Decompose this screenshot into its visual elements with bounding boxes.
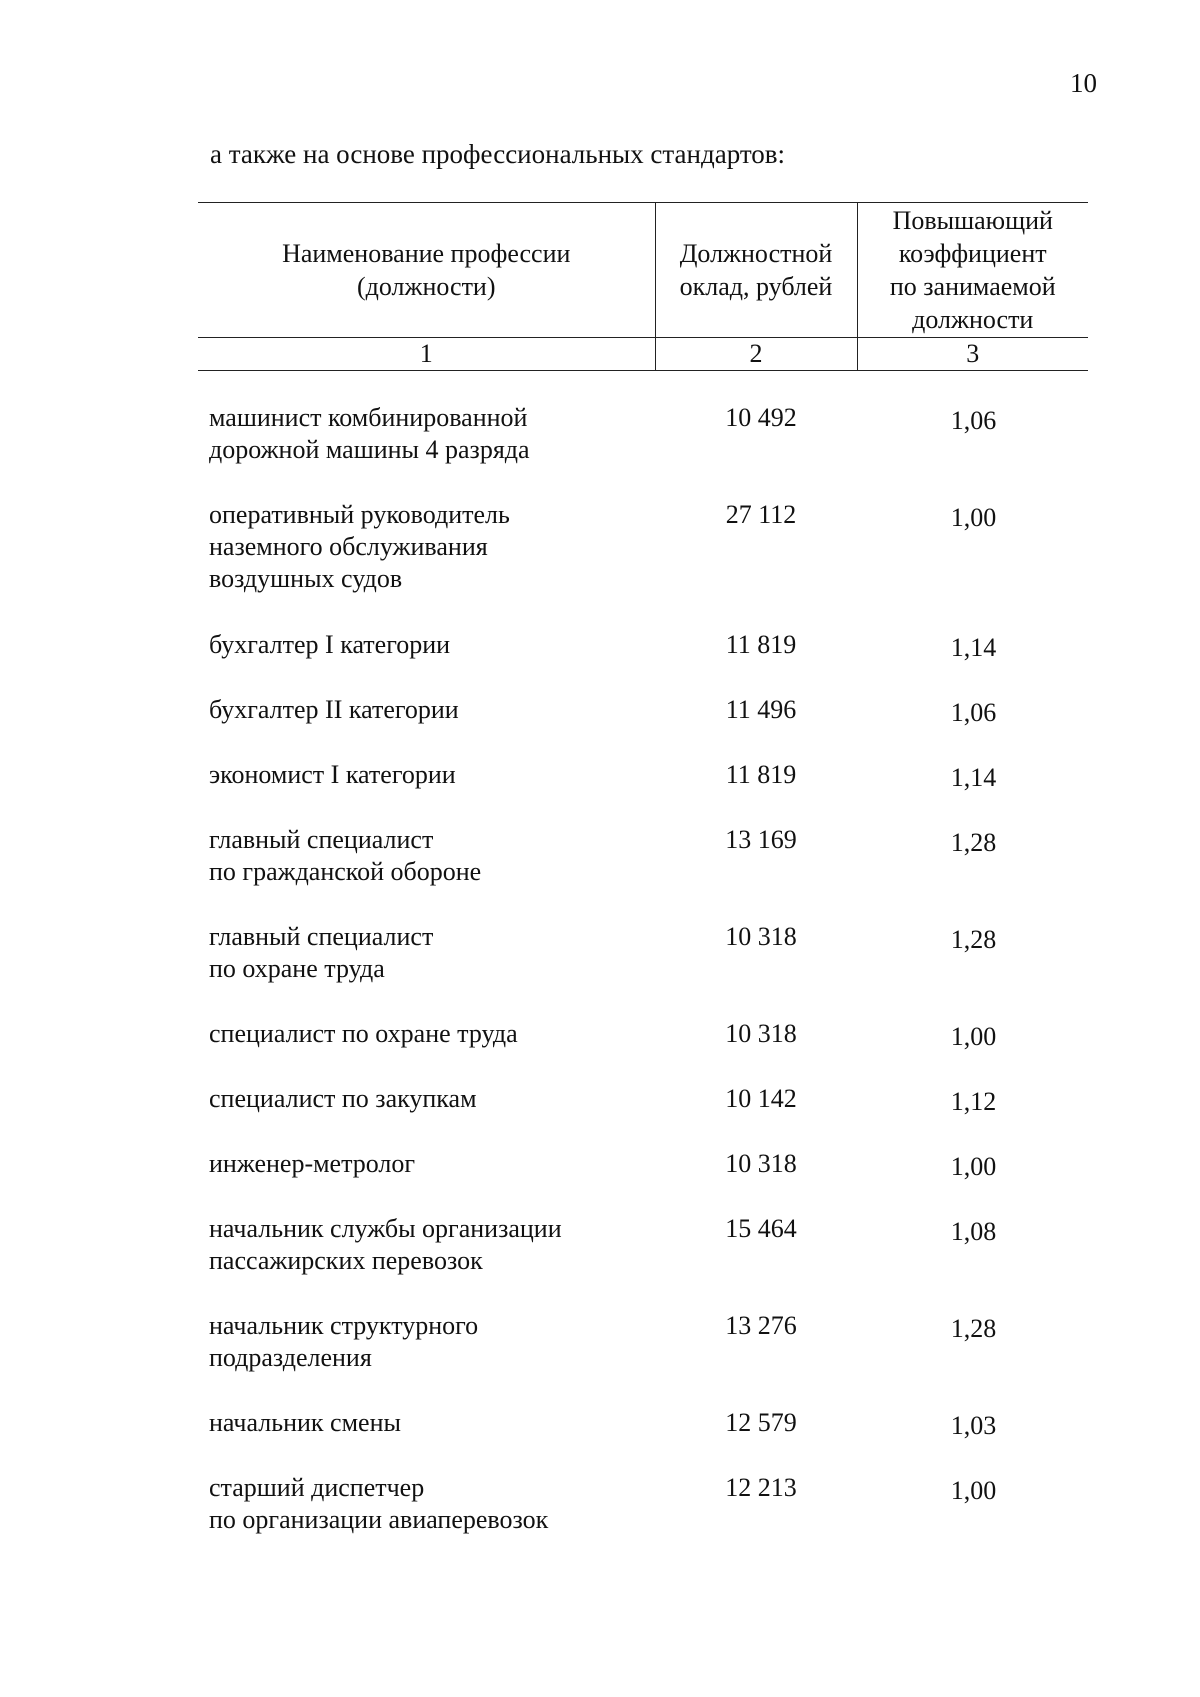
profession-name bbox=[198, 824, 661, 888]
coefficient-value: 1,00 bbox=[950, 1476, 997, 1505]
profession-line: по охране труда bbox=[209, 954, 385, 983]
profession-name bbox=[198, 629, 661, 661]
table-row bbox=[198, 759, 1088, 824]
header-line: Повышающий bbox=[892, 206, 1053, 235]
column-number: 2 bbox=[655, 338, 857, 371]
table-row bbox=[198, 1018, 1088, 1083]
profession-name bbox=[198, 1018, 661, 1050]
profession-line: подразделения bbox=[209, 1343, 372, 1372]
salary-value: 10 142 bbox=[725, 1084, 797, 1113]
header-line: Наименование профессии bbox=[282, 239, 571, 268]
salary-value: 10 318 bbox=[725, 1149, 797, 1178]
coefficient-value: 1,00 bbox=[950, 1152, 997, 1181]
header-line: (должности) bbox=[356, 272, 496, 301]
table-row bbox=[198, 402, 1088, 499]
coefficient-value: 1,28 bbox=[950, 1314, 997, 1343]
profession-line: пассажирских перевозок bbox=[209, 1246, 483, 1275]
header-line: Должностной bbox=[679, 239, 833, 268]
table-row bbox=[198, 1148, 1088, 1213]
salary-table-header bbox=[198, 202, 1088, 371]
profession-line: начальник службы организации bbox=[209, 1214, 562, 1243]
profession-name bbox=[198, 1472, 661, 1536]
profession-line: главный специалист bbox=[209, 922, 434, 951]
header-salary bbox=[655, 203, 857, 338]
salary-value: 13 169 bbox=[725, 825, 797, 854]
profession-line: экономист I категории bbox=[209, 760, 456, 789]
profession-name bbox=[198, 402, 661, 466]
profession-line: машинист комбинированной bbox=[209, 403, 528, 432]
header-coefficient bbox=[857, 203, 1088, 338]
table-row bbox=[198, 629, 1088, 694]
table-row bbox=[198, 921, 1088, 1018]
profession-line: главный специалист bbox=[209, 825, 434, 854]
salary-value: 11 496 bbox=[725, 695, 797, 724]
profession-line: по гражданской обороне bbox=[209, 857, 482, 886]
salary-value: 27 112 bbox=[725, 500, 797, 529]
column-number: 1 bbox=[198, 338, 655, 371]
table-row bbox=[198, 1310, 1088, 1407]
coefficient-value: 1,00 bbox=[950, 1022, 997, 1051]
profession-name bbox=[198, 1310, 661, 1374]
header-profession bbox=[198, 203, 655, 338]
profession-line: дорожной машины 4 разряда bbox=[209, 435, 530, 464]
table-row bbox=[198, 1213, 1088, 1310]
profession-name bbox=[198, 694, 661, 726]
table-row bbox=[198, 499, 1088, 629]
salary-value: 10 318 bbox=[725, 922, 797, 951]
table-row bbox=[198, 1083, 1088, 1148]
salary-value: 12 213 bbox=[725, 1473, 797, 1502]
profession-name bbox=[198, 1213, 661, 1277]
profession-name bbox=[198, 499, 661, 595]
coefficient-value: 1,03 bbox=[950, 1411, 997, 1440]
salary-table-body bbox=[198, 402, 1088, 1569]
profession-line: воздушных судов bbox=[209, 564, 403, 593]
table-row bbox=[198, 1407, 1088, 1472]
table-row bbox=[198, 1472, 1088, 1569]
salary-value: 12 579 bbox=[725, 1408, 797, 1437]
profession-line: старший диспетчер bbox=[209, 1473, 425, 1502]
coefficient-value: 1,14 bbox=[950, 633, 997, 662]
profession-name bbox=[198, 1083, 661, 1115]
coefficient-value: 1,14 bbox=[950, 763, 997, 792]
header-line: по занимаемой bbox=[889, 272, 1056, 301]
profession-line: оперативный руководитель bbox=[209, 500, 510, 529]
salary-value: 10 492 bbox=[725, 403, 797, 432]
profession-line: специалист по закупкам bbox=[209, 1084, 477, 1113]
profession-line: инженер-метролог bbox=[209, 1149, 416, 1178]
table-row bbox=[198, 694, 1088, 759]
header-line: оклад, рублей bbox=[679, 272, 833, 301]
profession-line: специалист по охране труда bbox=[209, 1019, 518, 1048]
coefficient-value: 1,00 bbox=[950, 503, 997, 532]
profession-line: наземного обслуживания bbox=[209, 532, 488, 561]
coefficient-value: 1,06 bbox=[950, 698, 997, 727]
coefficient-value: 1,12 bbox=[950, 1087, 997, 1116]
coefficient-value: 1,08 bbox=[950, 1217, 997, 1246]
coefficient-value: 1,28 bbox=[950, 925, 997, 954]
profession-name bbox=[198, 921, 661, 985]
salary-value: 13 276 bbox=[725, 1311, 797, 1340]
salary-value: 15 464 bbox=[725, 1214, 797, 1243]
profession-name bbox=[198, 1407, 661, 1439]
column-number: 3 bbox=[857, 338, 1088, 371]
salary-value: 11 819 bbox=[725, 760, 797, 789]
intro-text: а также на основе профессиональных стандартов: bbox=[210, 139, 786, 169]
profession-line: начальник структурного bbox=[209, 1311, 479, 1340]
coefficient-value: 1,28 bbox=[950, 828, 997, 857]
profession-line: бухгалтер I категории bbox=[209, 630, 451, 659]
salary-value: 11 819 bbox=[725, 630, 797, 659]
profession-name bbox=[198, 1148, 661, 1180]
profession-line: начальник смены bbox=[209, 1408, 401, 1437]
profession-line: бухгалтер II категории bbox=[209, 695, 459, 724]
coefficient-value: 1,06 bbox=[950, 406, 997, 435]
page-number: 10 bbox=[1070, 68, 1097, 98]
profession-name bbox=[198, 759, 661, 791]
table-row bbox=[198, 824, 1088, 921]
header-line: коэффициент bbox=[898, 239, 1047, 268]
profession-line: по организации авиаперевозок bbox=[209, 1505, 549, 1534]
header-line: должности bbox=[912, 305, 1034, 334]
salary-value: 10 318 bbox=[725, 1019, 797, 1048]
